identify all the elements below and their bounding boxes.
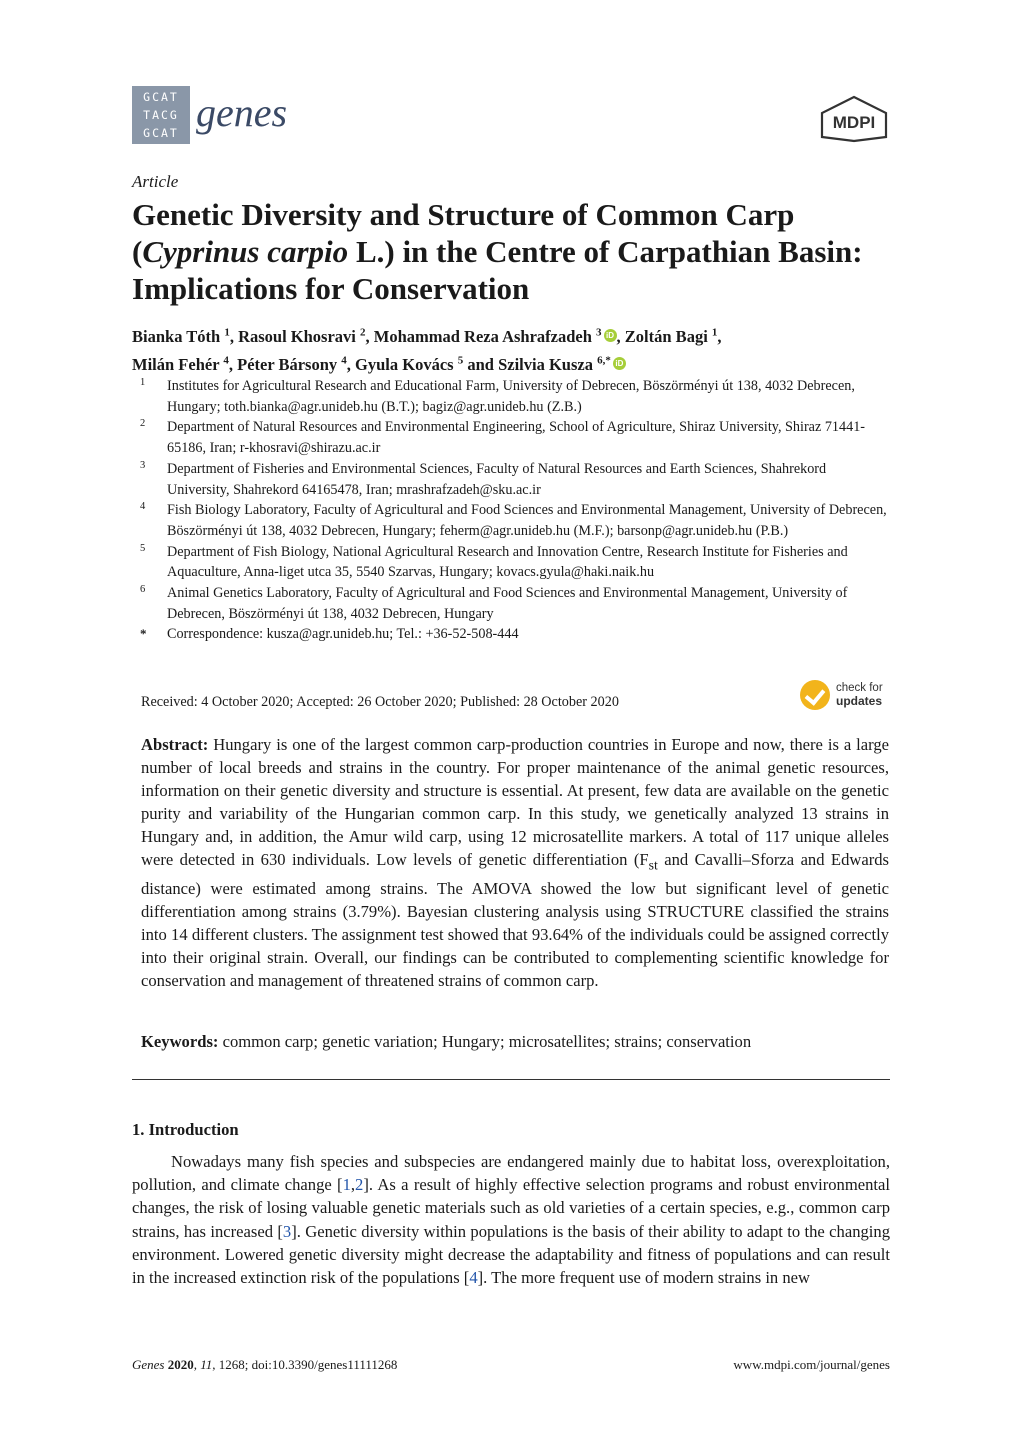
author: Bianka Tóth $^1$, — [132, 326, 239, 346]
affiliation: 6 Animal Genetics Laboratory, Faculty of Agricultural and Food Sciences and Environmental Management, University of Debrecen, Böszörményi út 138, 4032 Debrecen, Hungary — [140, 584, 848, 622]
article-type: Article — [132, 172, 179, 191]
check-for-label: check for — [836, 682, 883, 694]
mdpi-logo-text: MDPI — [832, 113, 876, 132]
citation-link[interactable]: 2 — [355, 1175, 364, 1195]
title-part-1: Genetic Diversity and Structure of Common Carp ( — [132, 197, 795, 269]
journal-url[interactable]: www.mdpi.com/journal/genes — [733, 1357, 890, 1372]
title-species: Cyprinus carpio — [142, 234, 349, 269]
author: Rasoul Khosravi $^2$, — [238, 326, 374, 346]
affiliation: 3 Department of Fisheries and Environmental Sciences, Faculty of Natural Resources and Earth Sciences, Shahrekord University, Shahrekord 64165478, Iran; mrashrafzadeh@sku.ac.ir — [140, 459, 827, 498]
title-part-2: L.) in the Centre of Carpathian Basin: Implications for Conservation — [132, 234, 863, 306]
citation-link[interactable]: 4 — [469, 1268, 478, 1288]
author: Zoltán Bagi $^1$, — [624, 326, 722, 346]
keywords: Keywords: common carp; genetic variation; Hungary; microsatellites; strains; conservation — [141, 1032, 752, 1051]
affiliation-list — [132, 376, 892, 645]
author: Mohammad Reza Ashrafzadeh $^3$ iD , — [373, 326, 625, 346]
checkmark-icon — [800, 680, 830, 710]
paper-title — [132, 196, 912, 307]
check-for-updates-button[interactable] — [800, 679, 895, 711]
author: Gyula Kovács $^5$ and — [355, 354, 499, 374]
logo-row: GCAT — [143, 90, 179, 104]
affiliation: 2 Department of Natural Resources and Environmental Engineering, School of Agriculture, Shiraz University, Shiraz 71441-65186, Iran; r-khosravi@shirazu.ac.ir — [140, 418, 866, 457]
journal-logo-grid — [132, 86, 190, 144]
section-heading-introduction: 1. Introduction — [132, 1120, 239, 1139]
publication-dates: Received: 4 October 2020; Accepted: 26 October 2020; Published: 28 October 2020 — [141, 694, 619, 710]
affiliation: 4 Fish Biology Laboratory, Faculty of Agricultural and Food Sciences and Environmental Management, University of Debrecen, Böszörményi út 138, 4032 Debrecen, Hungary; feherm@agr.unideb.hu (M.F.); barsonp@agr.unideb.hu (P.B.) — [140, 501, 887, 539]
citation-link[interactable]: 1 — [342, 1175, 351, 1195]
author-list — [132, 320, 892, 377]
orcid-icon[interactable]: iD — [613, 357, 626, 370]
correspondence: * Correspondence: kusza@agr.unideb.hu; Tel.: +36-52-508-444 — [140, 626, 519, 643]
affiliation: 5 Department of Fish Biology, National Agricultural Research and Innovation Centre, Research Institute for Fisheries and Aquaculture, Anna-liget utca 35, 5540 Szarvas, Hungary; kovacs.gyula@haki.naik.hu — [140, 542, 848, 581]
citation-footer: Genes 2020, 11, 1268; doi:10.3390/genes11111268 — [132, 1357, 398, 1372]
journal-name: genes — [196, 90, 288, 135]
author: Péter Bársony $^4$, — [237, 354, 356, 374]
citation-link[interactable]: 3 — [282, 1221, 292, 1241]
logo-row: GCAT — [143, 126, 179, 140]
keywords-label: Keywords: — [141, 1032, 219, 1051]
affiliation: 1 Institutes for Agricultural Research and Educational Farm, University of Debrecen, Böszörményi út 138, 4032 Debrecen, Hungary; toth.bianka@agr.unideb.hu (B.T.); bagiz@agr.unideb.hu (Z.B.) — [140, 377, 855, 415]
updates-label: updates — [836, 694, 883, 708]
author: Milán Fehér $^4$, — [132, 354, 238, 374]
author: Szilvia Kusza $^{6,*}$ iD — [498, 355, 626, 374]
logo-row: TACG — [143, 108, 179, 122]
orcid-icon[interactable]: iD — [604, 329, 617, 342]
mdpi-logo — [818, 95, 890, 143]
introduction-paragraph: Nowadays many fish species and subspecies are endangered mainly due to habitat loss, overexploitation, pollution, and climate change [1,2]. As a result of highly effective selection programs and robust environmental changes, the risk of losing valuable genetic materials such as old varieties of a certain species, e.g., common carp strains, has increased [3]. Genetic diversity within populations is the basis of their ability to adapt to the changing environment. Lowered genetic diversity might decrease the adaptability and fitness of populations and can result in the increased extinction risk of the populations [4]. The more frequent use of modern strains in new — [132, 1152, 890, 1288]
abstract: Abstract: Hungary is one of the largest common carp-production countries in Europe and now, there is a large number of local breeds and strains in the country. For proper maintenance of the animal genetic resources, information on their genetic diversity and structure is essential. At present, few data are available on the genetic purity and variability of the Hungarian common carp. In this study, we genetically analyzed 13 strains in Hungary and, in addition, the Amur wild carp, using 12 microsatellite markers. A total of 117 unique alleles were detected in 630 individuals. Low levels of genetic differentiation ($F_{st}$ and Cavalli–Sforza and Edwards distance) were estimated among strains. The AMOVA showed the low but significant level of genetic differentiation among strains (3.79%). Bayesian clustering analysis using STRUCTURE classified the strains into 14 different clusters. The assignment test showed that 93.64% of the individuals could be assigned correctly into their original strain. Overall, our findings can be contributed to complementing scientific knowledge for conservation and management of threatened strains of common carp. — [141, 735, 889, 991]
abstract-label: Abstract: — [141, 735, 209, 754]
section-divider — [132, 1079, 890, 1080]
